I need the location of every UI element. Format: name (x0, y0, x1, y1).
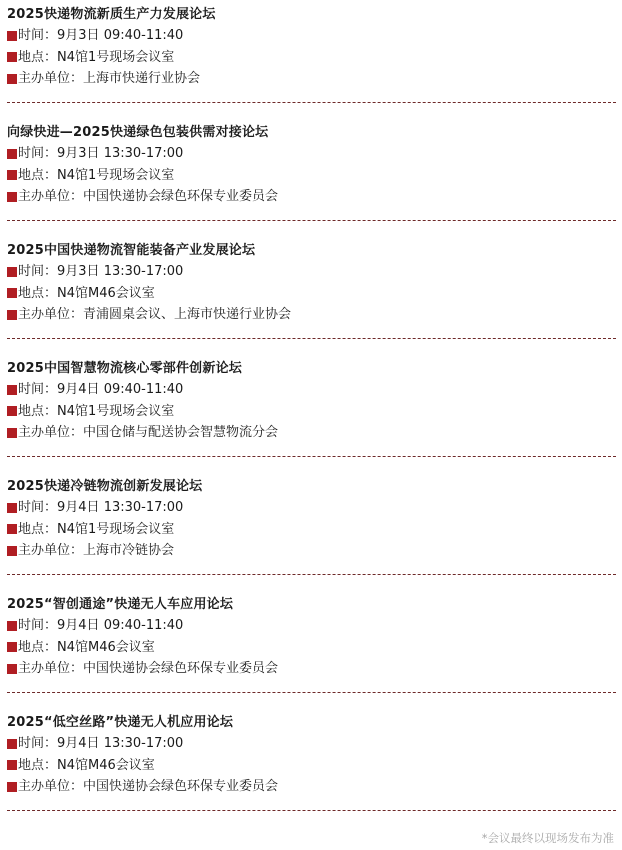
event-time-row (7, 261, 616, 283)
location-label: 地点： (18, 403, 58, 419)
time-label: 时间： (18, 618, 58, 633)
event-item (7, 594, 616, 712)
location-label: 地点： (18, 521, 58, 537)
event-time-row (7, 143, 616, 165)
organizer-value: 中国快递协会绿色环保专业委员会 (83, 779, 279, 794)
square-bullet-icon (7, 782, 17, 792)
dashed-divider (7, 456, 616, 457)
event-item (7, 712, 616, 830)
event-title: 2025快递冷链物流创新发展论坛 (7, 479, 203, 494)
square-bullet-icon (7, 310, 17, 320)
dashed-divider (7, 810, 616, 811)
organizer-value: 中国快递协会绿色环保专业委员会 (83, 189, 279, 204)
location-value: N4馆1号现场会议室 (57, 521, 175, 537)
organizer-label: 主办单位： (18, 71, 84, 86)
organizer-label: 主办单位： (18, 661, 84, 676)
dashed-divider (7, 220, 616, 221)
time-label: 时间： (18, 146, 58, 161)
footnote: *会议最终以现场发布为准 (481, 831, 614, 845)
location-value: N4馆1号现场会议室 (57, 49, 175, 65)
square-bullet-icon (7, 664, 17, 674)
event-organizer-row (7, 422, 616, 444)
square-bullet-icon (7, 385, 17, 395)
square-bullet-icon (7, 760, 17, 770)
square-bullet-icon (7, 149, 17, 159)
event-location-row (7, 401, 616, 423)
organizer-label: 主办单位： (18, 543, 84, 558)
event-organizer-row (7, 68, 616, 90)
square-bullet-icon (7, 170, 17, 180)
event-item (7, 240, 616, 358)
event-item (7, 358, 616, 476)
event-list (7, 4, 616, 830)
square-bullet-icon (7, 31, 17, 41)
time-value: 9月3日 13:30-17:00 (57, 264, 184, 279)
event-title: 2025中国智慧物流核心零部件创新论坛 (7, 361, 242, 376)
organizer-label: 主办单位： (18, 425, 84, 440)
event-time-row (7, 733, 616, 755)
event-title: 2025快递物流新质生产力发展论坛 (7, 7, 216, 22)
time-value: 9月4日 13:30-17:00 (57, 500, 184, 515)
square-bullet-icon (7, 621, 17, 631)
square-bullet-icon (7, 406, 17, 416)
square-bullet-icon (7, 74, 17, 84)
event-item (7, 122, 616, 240)
event-organizer-row (7, 304, 616, 326)
event-title: 向绿快进—2025快递绿色包装供需对接论坛 (7, 125, 269, 140)
event-time-row (7, 25, 616, 47)
event-organizer-row (7, 540, 616, 562)
event-time-row (7, 379, 616, 401)
event-location-row (7, 283, 616, 305)
location-label: 地点： (18, 285, 58, 301)
time-value: 9月4日 09:40-11:40 (57, 382, 184, 397)
location-value: N4馆M46会议室 (57, 639, 155, 655)
dashed-divider (7, 338, 616, 339)
time-value: 9月4日 13:30-17:00 (57, 736, 184, 751)
organizer-value: 中国快递协会绿色环保专业委员会 (83, 661, 279, 676)
location-label: 地点： (18, 167, 58, 183)
event-organizer-row (7, 776, 616, 798)
location-label: 地点： (18, 49, 58, 65)
event-title: 2025中国快递物流智能装备产业发展论坛 (7, 243, 256, 258)
time-label: 时间： (18, 736, 58, 751)
square-bullet-icon (7, 288, 17, 298)
event-location-row (7, 755, 616, 777)
organizer-value: 上海市冷链协会 (83, 543, 175, 558)
event-time-row (7, 497, 616, 519)
square-bullet-icon (7, 739, 17, 749)
square-bullet-icon (7, 503, 17, 513)
event-time-row (7, 615, 616, 637)
square-bullet-icon (7, 267, 17, 277)
dashed-divider (7, 102, 616, 103)
event-title: 2025“低空丝路”快递无人机应用论坛 (7, 715, 234, 730)
event-organizer-row (7, 186, 616, 208)
location-value: N4馆M46会议室 (57, 285, 155, 301)
time-label: 时间： (18, 264, 58, 279)
dashed-divider (7, 692, 616, 693)
event-title: 2025“智创通途”快递无人车应用论坛 (7, 597, 234, 612)
organizer-value: 中国仓储与配送协会智慧物流分会 (83, 425, 279, 440)
event-location-row (7, 47, 616, 69)
time-label: 时间： (18, 500, 58, 515)
time-value: 9月4日 09:40-11:40 (57, 618, 184, 633)
location-label: 地点： (18, 639, 58, 655)
time-label: 时间： (18, 28, 58, 43)
time-value: 9月3日 09:40-11:40 (57, 28, 184, 43)
event-location-row (7, 519, 616, 541)
event-location-row (7, 165, 616, 187)
dashed-divider (7, 574, 616, 575)
square-bullet-icon (7, 546, 17, 556)
location-value: N4馆1号现场会议室 (57, 167, 175, 183)
event-organizer-row (7, 658, 616, 680)
time-label: 时间： (18, 382, 58, 397)
organizer-label: 主办单位： (18, 189, 84, 204)
event-item (7, 476, 616, 594)
time-value: 9月3日 13:30-17:00 (57, 146, 184, 161)
organizer-label: 主办单位： (18, 779, 84, 794)
event-item (7, 4, 616, 122)
square-bullet-icon (7, 52, 17, 62)
organizer-value: 上海市快递行业协会 (83, 71, 201, 86)
organizer-label: 主办单位： (18, 307, 84, 322)
location-label: 地点： (18, 757, 58, 773)
square-bullet-icon (7, 192, 17, 202)
square-bullet-icon (7, 428, 17, 438)
location-value: N4馆1号现场会议室 (57, 403, 175, 419)
square-bullet-icon (7, 524, 17, 534)
event-location-row (7, 637, 616, 659)
location-value: N4馆M46会议室 (57, 757, 155, 773)
organizer-value: 青浦圆桌会议、上海市快递行业协会 (83, 307, 292, 322)
square-bullet-icon (7, 642, 17, 652)
